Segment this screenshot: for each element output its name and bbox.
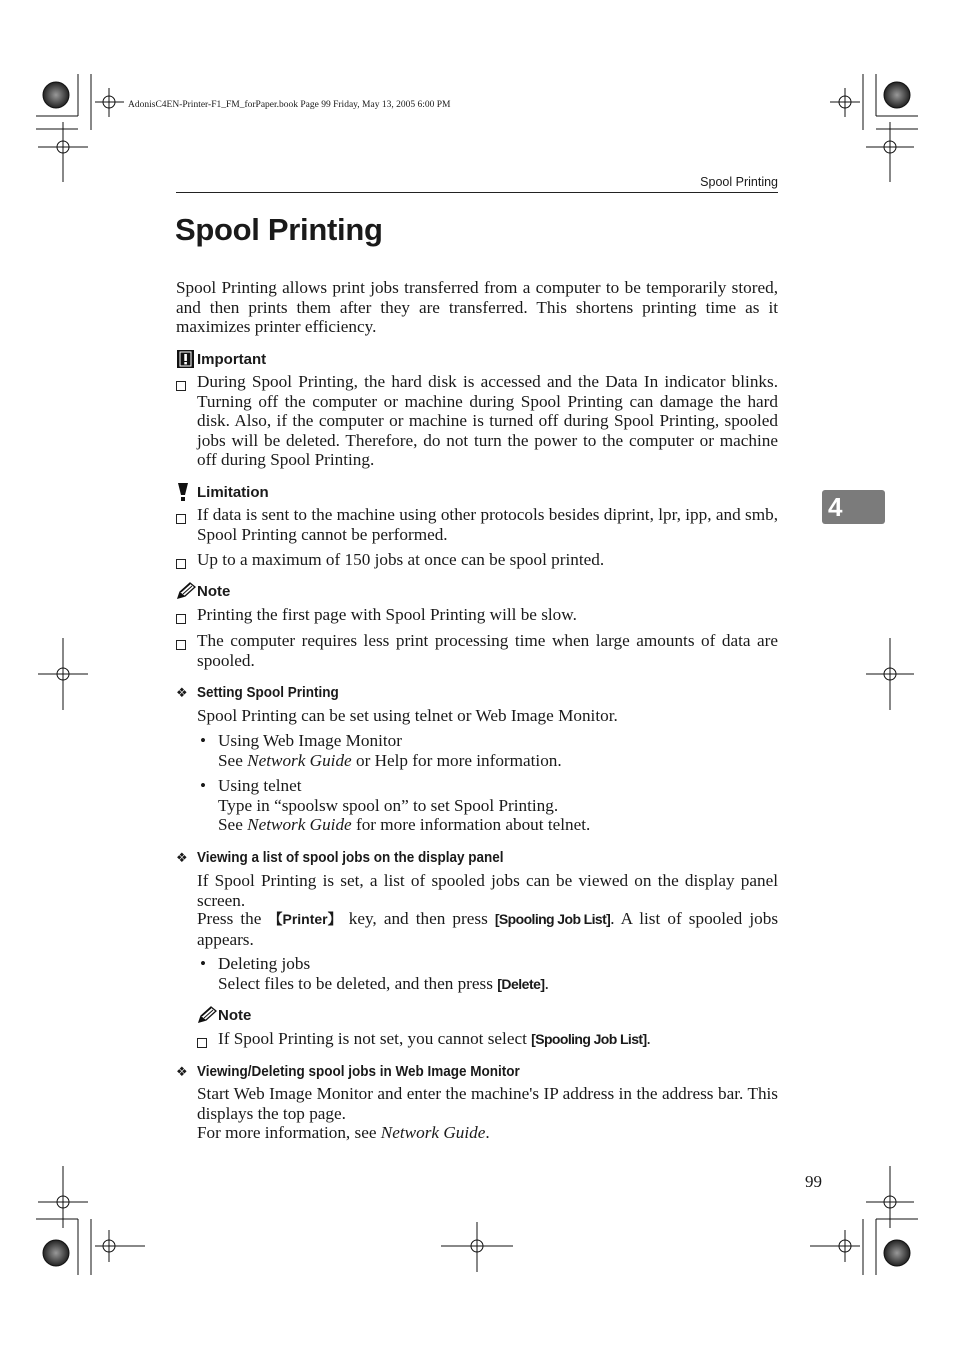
list-item-telnet: Using telnet Type in “spoolsw spool on” to set Spool Printing. See Network Guide for more information about telnet. bbox=[218, 776, 591, 835]
important-heading bbox=[176, 349, 266, 369]
note-label: Note bbox=[218, 1006, 252, 1024]
viewing-press: Press the 【Printer】 key, and then press [Spooling Job List]. A list of spooled jobs appears. bbox=[197, 909, 779, 949]
viewing-line1: If Spool Printing is set, a list of spooled jobs can be viewed on the display panel screen. bbox=[197, 871, 778, 910]
crop-circle-mark bbox=[884, 82, 910, 108]
chapter-tab: 4 bbox=[822, 490, 885, 524]
list-item: The computer requires less print processing time when large amounts of data are spooled. bbox=[176, 631, 778, 670]
list-item: Up to a maximum of 150 jobs at once can be spool printed. bbox=[176, 550, 778, 574]
spooling-job-list-key: [Spooling Job List] bbox=[531, 1031, 647, 1047]
checkbox-square-icon bbox=[176, 614, 186, 624]
bullet-dot: • bbox=[200, 776, 207, 795]
intro-paragraph: Spool Printing allows print jobs transferred from a computer to be temporarily stored, and then prints them after they are transferred. This shortens printing time as it maximizes printer efficiency. bbox=[176, 278, 778, 337]
list-item: Printing the first page with Spool Printing will be slow. bbox=[176, 605, 778, 629]
list-item-deleting-jobs: Deleting jobs Select files to be deleted, and then press [Delete]. bbox=[218, 954, 549, 993]
crop-circle-mark bbox=[43, 82, 69, 108]
page-title: Spool Printing bbox=[175, 212, 383, 247]
setting-heading: ❖ Setting Spool Printing bbox=[176, 684, 339, 701]
note-label: Note bbox=[197, 582, 231, 600]
list-item: If Spool Printing is not set, you cannot select [Spooling Job List]. bbox=[197, 1029, 778, 1053]
bullet-dot: • bbox=[200, 731, 207, 750]
diamond-bullet-icon: ❖ bbox=[176, 849, 188, 865]
limitation-heading bbox=[176, 482, 269, 502]
list-item: If data is sent to the machine using other protocols besides diprint, lpr, ipp, and smb, Spool Printing cannot be performed. bbox=[176, 505, 778, 544]
checkbox-square-icon bbox=[197, 1038, 207, 1048]
delete-key: [Delete] bbox=[497, 975, 545, 992]
diamond-bullet-icon: ❖ bbox=[176, 684, 188, 700]
bullet-dot: • bbox=[200, 954, 207, 973]
limitation-icon bbox=[176, 482, 190, 502]
viewing-heading: ❖ Viewing a list of spool jobs on the display panel bbox=[176, 849, 504, 866]
page-number: 99 bbox=[805, 1172, 822, 1191]
header-rule bbox=[176, 192, 778, 193]
web-line1: Start Web Image Monitor and enter the machine's IP address in the address bar. This displays the top page. bbox=[197, 1084, 778, 1123]
checkbox-square-icon bbox=[176, 514, 186, 524]
note-heading bbox=[197, 1006, 251, 1024]
web-heading: ❖ Viewing/Deleting spool jobs in Web Image Monitor bbox=[176, 1063, 520, 1080]
diamond-bullet-icon: ❖ bbox=[176, 1063, 188, 1079]
checkbox-square-icon bbox=[176, 559, 186, 569]
spooling-job-list-key: [Spooling Job List] bbox=[494, 911, 611, 927]
pencil-note-icon bbox=[176, 582, 196, 600]
crop-circle-mark bbox=[884, 1240, 910, 1266]
printer-key: 【Printer】 bbox=[268, 911, 342, 927]
limitation-label: Limitation bbox=[197, 483, 269, 501]
web-more: For more information, see Network Guide. bbox=[197, 1123, 490, 1142]
important-icon bbox=[176, 349, 196, 369]
important-label: Important bbox=[197, 350, 267, 368]
checkbox-square-icon bbox=[176, 381, 186, 391]
file-info: AdonisC4EN-Printer-F1_FM_forPaper.book Page 99 Friday, May 13, 2005 6:00 PM bbox=[128, 100, 451, 110]
checkbox-square-icon bbox=[176, 640, 186, 650]
list-item-web-image-monitor: Using Web Image Monitor See Network Guide or Help for more information. bbox=[218, 731, 562, 770]
running-title: Spool Printing bbox=[700, 175, 778, 189]
setting-intro: Spool Printing can be set using telnet or Web Image Monitor. bbox=[197, 706, 618, 725]
crop-circle-mark bbox=[43, 1240, 69, 1266]
list-item: During Spool Printing, the hard disk is accessed and the Data In indicator blinks. Turning off the computer or machine during Spool Printing can damage the hard disk. Also, if the computer or machine is turned off during Spool Printing, spooled jobs will be deleted. Therefore, do not turn the power to the computer or machine off during Spool Printing. bbox=[176, 372, 778, 470]
pencil-note-icon bbox=[197, 1006, 217, 1024]
note-heading bbox=[176, 582, 230, 600]
